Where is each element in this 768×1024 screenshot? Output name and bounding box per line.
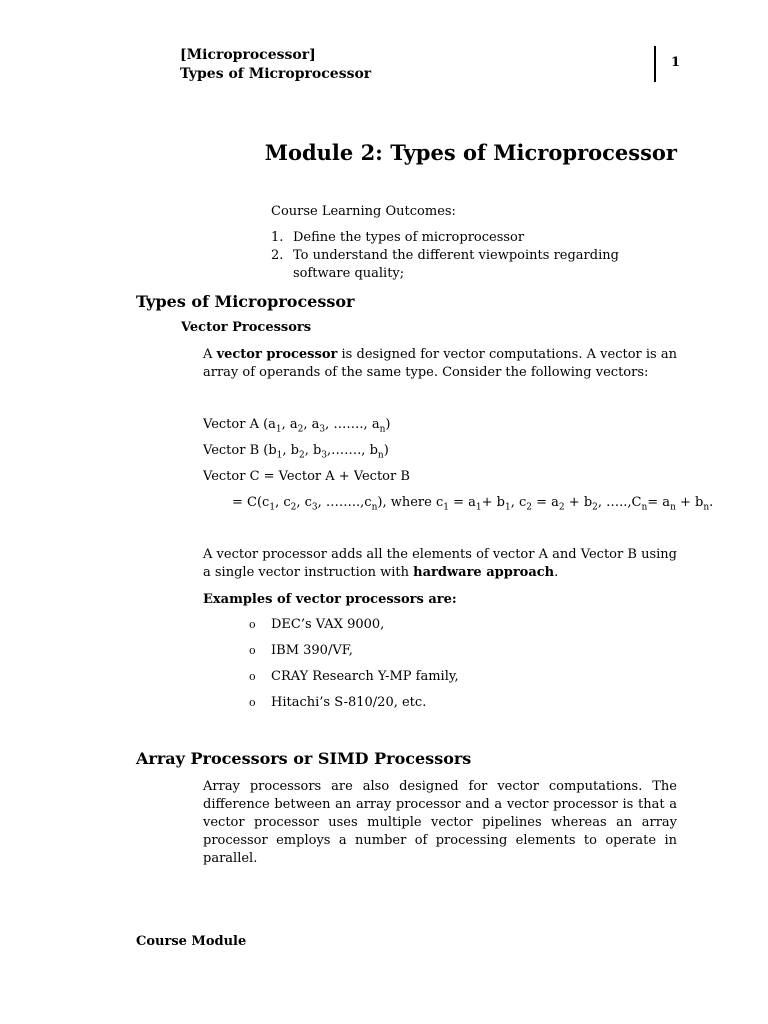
paragraph-text: A — [203, 347, 217, 362]
paragraph-text: is designed for vector computations. A vector is an array of operands of the same type. Consider the following vectors: — [203, 347, 678, 380]
section-heading-types: Types of Microprocessor — [136, 292, 355, 311]
list-item — [249, 642, 353, 660]
list-item-text: IBM 390/VF, — [271, 643, 353, 658]
list-number: 2. — [271, 248, 284, 263]
list-item — [249, 668, 459, 686]
list-item-text: To understand the different viewpoints regarding software quality; — [293, 248, 619, 281]
list-item — [271, 247, 677, 283]
bullet-icon: o — [249, 670, 256, 683]
array-processor-paragraph: Array processors are also designed for vector computations. The difference between an array processor and a vector processor is that a vector processor uses multiple vector pipelines whereas an array processor employs a number of processing elements to operate in parallel. — [203, 779, 677, 866]
paragraph-text: A vector processor adds all the elements of vector A and Vector B using a single vector instruction with — [203, 547, 677, 580]
bullet-icon: o — [249, 644, 256, 657]
vector-processor-paragraph — [203, 346, 677, 382]
header-divider — [654, 46, 656, 82]
vector-a-line: Vector A ($a_1$, $a_2$, $a_3$, ……., $a_n$) — [203, 417, 391, 435]
paragraph-bold-text: hardware approach — [413, 565, 555, 580]
subheading-vector-processors: Vector Processors — [181, 320, 312, 335]
paragraph-text: . — [554, 565, 559, 580]
vector-add-paragraph — [203, 546, 677, 582]
page-number: 1 — [671, 55, 681, 70]
list-item-text: DEC’s VAX 9000, — [271, 617, 385, 632]
examples-heading: Examples of vector processors are: — [203, 592, 457, 607]
header-course: [Microprocessor] — [180, 47, 316, 63]
outcomes-heading: Course Learning Outcomes: — [271, 204, 456, 219]
list-item — [249, 616, 384, 634]
footer-course-module: Course Module — [136, 934, 247, 949]
paragraph-bold-text: vector processor — [216, 347, 338, 362]
bullet-icon: o — [249, 618, 256, 631]
list-item-text: Hitachi’s S-810/20, etc. — [271, 695, 427, 710]
vector-b-line: Vector B ($b_1$, $b_2$, $b_3,\dots\dots$., $b_n$) — [203, 443, 389, 461]
header-topic: Types of Microprocessor — [180, 66, 372, 82]
list-item-text: CRAY Research Y-MP family, — [271, 669, 459, 684]
list-number: 1. — [271, 230, 284, 245]
list-item — [249, 694, 426, 712]
bullet-icon: o — [249, 696, 256, 709]
section-heading-array-processors: Array Processors or SIMD Processors — [136, 749, 472, 768]
list-item — [271, 229, 677, 247]
vector-c-line: Vector C = Vector A + Vector B — [203, 469, 410, 484]
page-title: Module 2: Types of Microprocessor — [264, 140, 677, 165]
vector-equation-line: = $C(c_1$, $c_2$, $c_3$, $\dots\dots..,c_n$), where $c_1 = a_1+ b_1$, $c_2 = a_2 + b_2$, $\dots..,C_n= a_n + b_n$. — [232, 495, 714, 513]
outcomes-list — [271, 229, 677, 283]
list-item-text: Define the types of microprocessor — [293, 230, 525, 245]
